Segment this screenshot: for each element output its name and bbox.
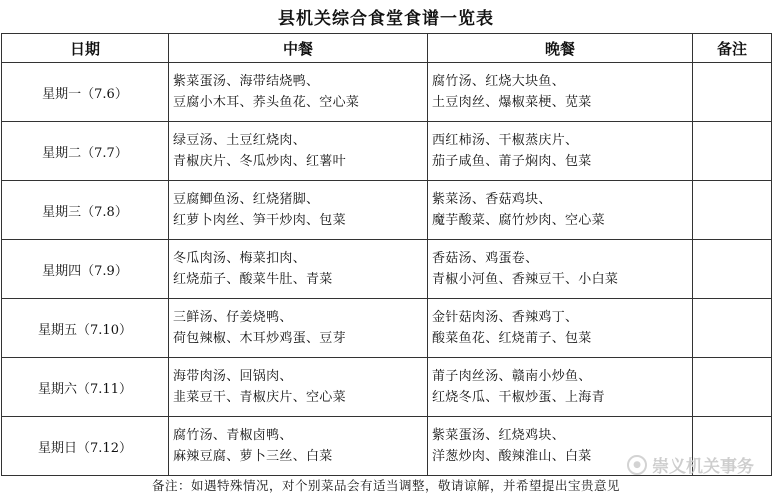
lunch-line: 青椒庆片、冬瓜炒肉、红薯叶	[173, 154, 346, 169]
dinner-line: 紫菜蛋汤、红烧鸡块、	[432, 428, 566, 443]
day-cell: 星期一（7.6）	[2, 63, 169, 122]
lunch-cell	[169, 358, 428, 417]
dinner-cell	[428, 358, 693, 417]
watermark	[627, 452, 754, 477]
table-row	[2, 63, 772, 122]
table-row	[2, 122, 772, 181]
dinner-line: 西红柿汤、干椒蒸庆片、	[432, 133, 579, 148]
lunch-line: 豆腐鲫鱼汤、红烧猪脚、	[173, 192, 320, 207]
dinner-line: 紫菜汤、香菇鸡块、	[432, 192, 552, 207]
table-row	[2, 299, 772, 358]
remark-cell	[693, 358, 772, 417]
lunch-line: 红烧茄子、酸菜牛肚、青菜	[173, 272, 333, 287]
remark-cell	[693, 299, 772, 358]
header-remark: 备注	[693, 34, 772, 63]
dinner-line: 香菇汤、鸡蛋卷、	[432, 251, 539, 266]
lunch-line: 腐竹汤、青椒卤鸭、	[173, 428, 293, 443]
dinner-line: 酸菜鱼花、红烧莆子、包菜	[432, 331, 592, 346]
lunch-cell	[169, 299, 428, 358]
dinner-cell	[428, 240, 693, 299]
remark-cell	[693, 181, 772, 240]
lunch-line: 红萝卜肉丝、笋干炒肉、包菜	[173, 213, 346, 228]
lunch-line: 冬瓜肉汤、梅菜扣肉、	[173, 251, 307, 266]
day-cell: 星期六（7.11）	[2, 358, 169, 417]
dinner-cell	[428, 63, 693, 122]
day-cell: 星期五（7.10）	[2, 299, 169, 358]
header-row	[2, 34, 772, 63]
lunch-line: 豆腐小木耳、荞头鱼花、空心菜	[173, 95, 360, 110]
menu-table	[1, 33, 772, 476]
remark-cell	[693, 122, 772, 181]
lunch-line: 麻辣豆腐、萝卜三丝、白菜	[173, 449, 333, 464]
dinner-line: 洋葱炒肉、酸辣淮山、白菜	[432, 449, 592, 464]
table-row	[2, 181, 772, 240]
dinner-line: 青椒小河鱼、香辣豆干、小白菜	[432, 272, 619, 287]
table-row	[2, 358, 772, 417]
table-row	[2, 240, 772, 299]
page-title: 县机关综合食堂食谱一览表	[278, 9, 494, 29]
lunch-line: 绿豆汤、土豆红烧肉、	[173, 133, 307, 148]
wechat-icon: ●	[627, 455, 647, 475]
lunch-line: 韭菜豆干、青椒庆片、空心菜	[173, 390, 346, 405]
dinner-line: 金针菇肉汤、香辣鸡丁、	[432, 310, 579, 325]
watermark-text: 崇义机关事务	[652, 457, 754, 477]
header-date: 日期	[2, 34, 169, 63]
dinner-line: 魔芋酸菜、腐竹炒肉、空心菜	[432, 213, 605, 228]
dinner-cell	[428, 122, 693, 181]
footer-note: 备注：如遇特殊情况，对个别菜品会有适当调整，敬请谅解，并希望提出宝贵意见	[151, 478, 620, 493]
dinner-line: 茄子咸鱼、莆子焖肉、包菜	[432, 154, 592, 169]
lunch-cell	[169, 240, 428, 299]
header-lunch: 中餐	[169, 34, 428, 63]
dinner-line: 土豆肉丝、爆椒菜梗、苋菜	[432, 95, 592, 110]
lunch-line: 三鲜汤、仔姜烧鸭、	[173, 310, 293, 325]
lunch-cell	[169, 122, 428, 181]
lunch-cell	[169, 417, 428, 476]
dinner-line: 腐竹汤、红烧大块鱼、	[432, 74, 566, 89]
day-cell: 星期二（7.7）	[2, 122, 169, 181]
lunch-cell	[169, 181, 428, 240]
header-dinner: 晚餐	[428, 34, 693, 63]
lunch-line: 荷包辣椒、木耳炒鸡蛋、豆芽	[173, 331, 346, 346]
remark-cell	[693, 240, 772, 299]
remark-cell	[693, 63, 772, 122]
day-cell: 星期四（7.9）	[2, 240, 169, 299]
dinner-line: 莆子肉丝汤、赣南小炒鱼、	[432, 369, 592, 384]
day-cell: 星期三（7.8）	[2, 181, 169, 240]
lunch-cell	[169, 63, 428, 122]
lunch-line: 紫菜蛋汤、海带结烧鸭、	[173, 74, 320, 89]
lunch-line: 海带肉汤、回锅肉、	[173, 369, 293, 384]
day-cell: 星期日（7.12）	[2, 417, 169, 476]
dinner-cell	[428, 181, 693, 240]
dinner-cell	[428, 299, 693, 358]
dinner-line: 红烧冬瓜、干椒炒蛋、上海青	[432, 390, 605, 405]
